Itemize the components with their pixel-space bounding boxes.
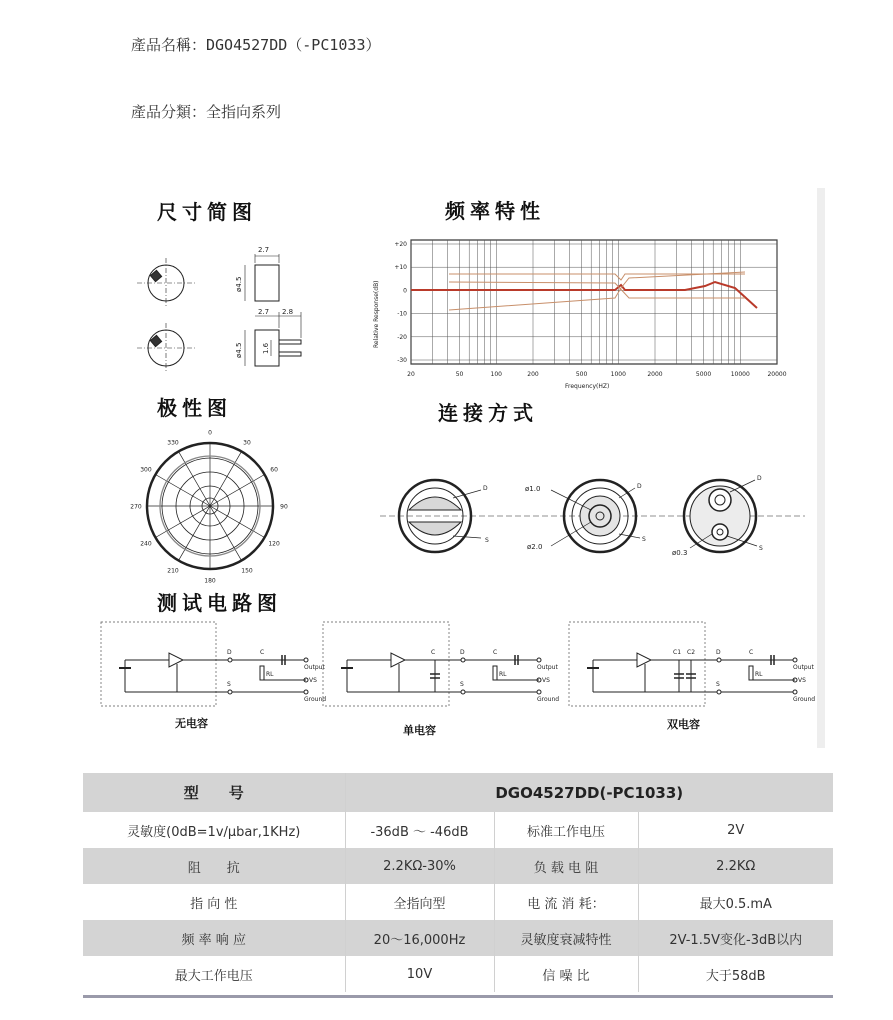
spec-label: 频 率 响 应: [83, 920, 345, 956]
circuit-vs-label: VS: [542, 677, 550, 684]
circuit-c-label: C: [749, 649, 754, 656]
circuit-c-label: C: [260, 649, 265, 656]
spec-value: -36dB ～ -46dB: [345, 812, 494, 848]
circuit-d-label: D: [227, 649, 232, 656]
circuit-terminal: [717, 690, 721, 694]
polar-angle-label: 90: [280, 503, 288, 511]
dim-height: 1.6: [262, 342, 270, 354]
circuit-c-label: C: [493, 649, 498, 656]
table-row: [83, 956, 833, 992]
circuit-load-resistor: [260, 666, 264, 680]
circuit-output-label: Output: [793, 664, 814, 671]
spec-label: 阻 抗: [83, 848, 345, 884]
polar-angle-label: 270: [130, 503, 142, 511]
freq-y-ticks: [394, 241, 407, 364]
polar-diagram: [130, 430, 288, 585]
conn3-phi3-label: ø0.3: [672, 549, 688, 557]
dim-width-2: 2.7: [258, 308, 270, 316]
circuit-rl-label: RL: [266, 671, 274, 678]
product-category-line: 產品分類：全指向系列: [131, 103, 282, 121]
frequency-title: 频率特性: [445, 199, 545, 223]
spec-value: 2.2KΩ-30%: [345, 848, 494, 884]
freq-x-tick-label: 5000: [695, 371, 712, 378]
circuit-ground-terminal: [793, 690, 797, 694]
circuit-load-resistor: [493, 666, 497, 680]
connection-type-3: [684, 480, 757, 552]
freq-y-tick-label: -10: [397, 310, 407, 318]
spec-label: 负 载 电 阻: [494, 848, 638, 884]
polar-spoke: [210, 451, 242, 506]
freq-y-tick-label: +20: [394, 241, 407, 248]
circuit-ground-terminal: [537, 690, 541, 694]
circuit-ground-label: Ground: [304, 696, 327, 703]
table-row: [83, 884, 833, 920]
dim-width-3: 2.8: [282, 308, 294, 316]
polar-angle-label: 210: [167, 567, 179, 575]
spec-label: 灵敏度(0dB=1v/μbar,1KHz): [83, 812, 345, 848]
polar-angle-label: 330: [167, 439, 179, 447]
product-name-line: 產品名稱：DGO4527DD（-PC1033）: [131, 36, 381, 54]
test-circuit-title: 测试电路图: [157, 591, 282, 615]
circuit-output-label: Output: [537, 664, 558, 671]
freq-x-tick-label: 50: [455, 371, 464, 378]
mic-pin-lower: [279, 352, 301, 356]
spec-header-value: DGO4527DD(-PC1033): [345, 773, 833, 812]
spec-header-label: 型 号: [83, 773, 345, 812]
freq-chart-frame: [411, 240, 777, 364]
spec-value: 2.2KΩ: [638, 848, 833, 884]
circuit-terminal: [461, 658, 465, 662]
conn2-phi2-label: ø2.0: [527, 543, 543, 551]
dimension-drawing: [137, 254, 301, 373]
conn2-s-label: S: [642, 536, 646, 543]
freq-x-tick-label: 500: [575, 371, 588, 378]
circuit-s-label: S: [716, 681, 720, 688]
spec-label: 灵敏度衰减特性: [494, 920, 638, 956]
circuit-c2-label: C2: [687, 649, 696, 656]
circuit-ground-label: Ground: [793, 696, 816, 703]
freq-x-tick-label: 2000: [647, 371, 663, 378]
polar-spoke: [210, 506, 265, 538]
spec-label: 标准工作电压: [494, 812, 638, 848]
caption-single-capacitor: 单电容: [403, 724, 436, 737]
freq-x-tick-label: 100: [490, 371, 503, 378]
circuit-s-label: S: [460, 681, 464, 688]
circuit-ground-terminal: [304, 690, 308, 694]
circuit-amplifier: [391, 653, 405, 667]
table-row: [83, 812, 833, 848]
freq-upper-tolerance: [449, 274, 745, 280]
circuit-terminal: [717, 658, 721, 662]
freq-chart-grid: [411, 240, 777, 364]
circuit-terminal: [461, 690, 465, 694]
spec-value: 10V: [345, 956, 494, 992]
circuit-rl-label: RL: [499, 671, 507, 678]
freq-y-tick-label: +10: [394, 264, 407, 272]
circuit-d-label: D: [716, 649, 721, 656]
spec-header-row: [83, 773, 833, 812]
table-bottom-rule: [83, 995, 833, 998]
dim-width-1: 2.7: [258, 246, 270, 254]
spec-label: 电 流 消 耗：: [494, 884, 638, 920]
circuit-c-label: C: [431, 649, 436, 656]
spec-value: 2V: [638, 812, 833, 848]
conn1-s-label: S: [485, 537, 489, 544]
polar-spoke: [155, 506, 210, 538]
polar-angle-label: 30: [243, 439, 251, 447]
table-row: [83, 920, 833, 956]
spec-label: 信 噪 比: [494, 956, 638, 992]
mic-pin-upper: [279, 340, 301, 344]
circuit-output-label: Output: [304, 664, 325, 671]
test-circuits: [101, 622, 815, 706]
freq-ylabel: Relative Response(dB): [373, 280, 380, 348]
conn2-d-label: D: [637, 483, 642, 490]
freq-x-ticks: [407, 371, 787, 378]
mic-side-view-1: [255, 265, 279, 301]
connection-title: 连接方式: [438, 401, 538, 425]
circuit-d-label: D: [460, 649, 465, 656]
conn3-s-label: S: [759, 545, 763, 552]
frequency-chart: [373, 240, 787, 390]
polar-spoke: [179, 506, 211, 561]
conn2-phi1-label: ø1.0: [525, 485, 541, 493]
freq-y-tick-label: -30: [397, 357, 407, 364]
polar-spoke: [210, 475, 265, 507]
polar-angle-label: 300: [140, 466, 152, 474]
polar-angle-label: 120: [268, 540, 280, 548]
spec-value: 全指向型: [345, 884, 494, 920]
circuit-amplifier: [169, 653, 183, 667]
circuit-s-label: S: [227, 681, 231, 688]
freq-x-tick-label: 20000: [767, 371, 787, 378]
spec-value: 2V-1.5V变化-3dB以内: [638, 920, 833, 956]
circuit-output-terminal: [537, 658, 541, 662]
conn3-d-label: D: [757, 475, 762, 482]
circuit-mic-boundary: [323, 622, 449, 706]
circuit-load-resistor: [749, 666, 753, 680]
caption-double-capacitor: 双电容: [667, 718, 700, 731]
polar-angle-label: 180: [204, 577, 216, 585]
dimension-title: 尺寸简图: [157, 200, 257, 224]
circuit-terminal: [228, 690, 232, 694]
circuit-mic-boundary: [101, 622, 216, 706]
freq-xlabel: Frequency(HZ): [565, 383, 610, 390]
spec-label: 指 向 性: [83, 884, 345, 920]
polar-angle-label: 0: [208, 429, 212, 437]
freq-y-tick-label: -20: [397, 333, 407, 341]
dim-diameter-1: ø4.5: [235, 276, 243, 292]
spec-value: 最大0.5.mA: [638, 884, 833, 920]
freq-response-curve: [411, 282, 757, 308]
circuit-output-terminal: [304, 658, 308, 662]
spec-label: 最大工作电压: [83, 956, 345, 992]
conn1-d-label: D: [483, 485, 488, 492]
freq-x-tick-label: 10000: [730, 371, 750, 378]
figure-edge-shade: [817, 188, 825, 748]
polar-spoke: [155, 475, 210, 507]
freq-x-tick-label: 20: [407, 371, 415, 378]
dim-diameter-2: ø4.5: [235, 342, 243, 358]
polar-spoke: [210, 506, 242, 561]
circuit-amplifier: [637, 653, 651, 667]
caption-no-capacitor: 无电容: [175, 717, 208, 730]
spec-table: [83, 773, 833, 992]
polar-title: 极性图: [157, 396, 232, 420]
polar-angle-label: 240: [140, 540, 152, 548]
spec-value: 20～16,000Hz: [345, 920, 494, 956]
freq-y-tick-label: 0: [403, 287, 407, 295]
circuit-rl-label: RL: [755, 671, 763, 678]
datasheet-figure: [95, 188, 825, 748]
freq-x-tick-label: 1000: [610, 371, 626, 378]
circuit-vs-label: VS: [309, 677, 317, 684]
circuit-vs-label: VS: [798, 677, 806, 684]
spec-value: 大于58dB: [638, 956, 833, 992]
circuit-terminal: [228, 658, 232, 662]
circuit-ground-label: Ground: [537, 696, 560, 703]
circuit-output-terminal: [793, 658, 797, 662]
circuit-c1-label: C1: [673, 649, 682, 656]
freq-x-tick-label: 200: [527, 371, 539, 378]
table-row: [83, 848, 833, 884]
polar-angle-label: 60: [270, 466, 278, 474]
polar-angle-label: 150: [241, 567, 253, 575]
polar-spoke: [179, 451, 211, 506]
connection-diagrams: [380, 480, 805, 552]
